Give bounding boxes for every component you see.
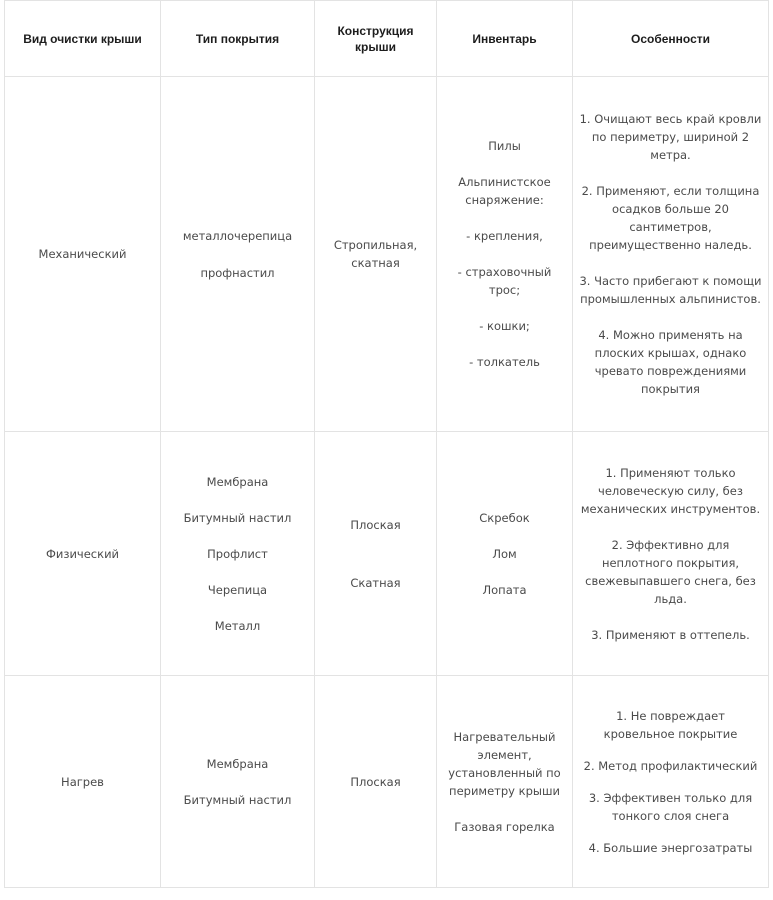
inventory-item: - крепления, (466, 229, 543, 243)
coating-item: профнастил (200, 265, 275, 280)
feature-item: 1. Применяют только человеческую силу, без механических инструментов. (580, 465, 761, 516)
cell-cleaning-type: Нагрев (5, 676, 161, 888)
feature-item: 3. Применяют в оттепель. (591, 627, 750, 642)
coating-item: Металл (214, 618, 261, 633)
feature-item: 4. Можно применять на плоских крышах, однако чревато повреждениями покрытия (594, 328, 747, 396)
table-row (5, 77, 769, 432)
inventory-item: - кошки; (479, 319, 530, 333)
table-header-row (5, 1, 769, 77)
feature-item: 1. Не повреждает кровельное покрытие (603, 708, 738, 741)
construction-item: Плоская (350, 774, 401, 789)
roof-cleaning-table (4, 0, 769, 888)
inventory-item: Газовая горелка (454, 819, 555, 834)
cell-features (573, 432, 769, 676)
cell-features (573, 77, 769, 432)
cell-inventory (437, 676, 573, 888)
header-features: Особенности (573, 1, 769, 77)
coating-item: Мембрана (206, 474, 269, 489)
construction-item: Стропильная, скатная (333, 238, 418, 270)
construction-item: Скатная (350, 575, 401, 590)
feature-item: 2. Метод профилактический (583, 758, 758, 773)
feature-item: 2. Эффективно для неплотного покрытия, свежевыпавшего снега, без льда. (585, 537, 756, 606)
construction-item: Плоская (350, 517, 401, 532)
cell-features (573, 676, 769, 888)
inventory-item: Лопата (482, 582, 527, 597)
inventory-item: Альпинистское снаряжение: (458, 175, 551, 207)
inventory-item: Нагревательный элемент, установленный по периметру крыши (448, 729, 561, 798)
header-coating-type: Тип покрытия (161, 1, 315, 77)
feature-item: 4. Большие энергозатраты (588, 840, 753, 855)
coating-item: Профлист (207, 546, 268, 561)
cell-cleaning-type: Физический (5, 432, 161, 676)
feature-item: 3. Эффективен только для тонкого слоя снега (588, 790, 753, 823)
header-inventory: Инвентарь (437, 1, 573, 77)
coating-item: металлочерепица (182, 228, 293, 243)
inventory-item: - толкатель (469, 355, 540, 369)
cell-construction (315, 77, 437, 432)
cell-construction (315, 676, 437, 888)
feature-item: 1. Очищают весь край кровли по периметру, шириной 2 метра. (579, 112, 762, 162)
header-roof-construction: Конструкция крыши (315, 1, 437, 77)
feature-item: 3. Часто прибегают к помощи промышленных альпинистов. (579, 274, 762, 306)
cell-cleaning-type: Механический (5, 77, 161, 432)
cell-inventory (437, 432, 573, 676)
table-row (5, 676, 769, 888)
header-cleaning-type: Вид очистки крыши (5, 1, 161, 77)
cell-inventory (437, 77, 573, 432)
cell-coating (161, 676, 315, 888)
inventory-item: Лом (492, 546, 517, 561)
cell-construction (315, 432, 437, 676)
coating-item: Битумный настил (183, 792, 292, 807)
coating-item: Битумный настил (183, 510, 292, 525)
table-row (5, 432, 769, 676)
coating-item: Черепица (207, 582, 268, 597)
inventory-item: Скребок (479, 510, 530, 525)
inventory-item: - страховочный трос; (457, 265, 552, 297)
cell-coating (161, 77, 315, 432)
coating-item: Мембрана (206, 756, 269, 771)
cell-coating (161, 432, 315, 676)
inventory-item: Пилы (488, 139, 521, 153)
comparison-table-container (4, 0, 768, 888)
feature-item: 2. Применяют, если толщина осадков больше 20 сантиметров, преимущественно наледь. (581, 184, 760, 252)
